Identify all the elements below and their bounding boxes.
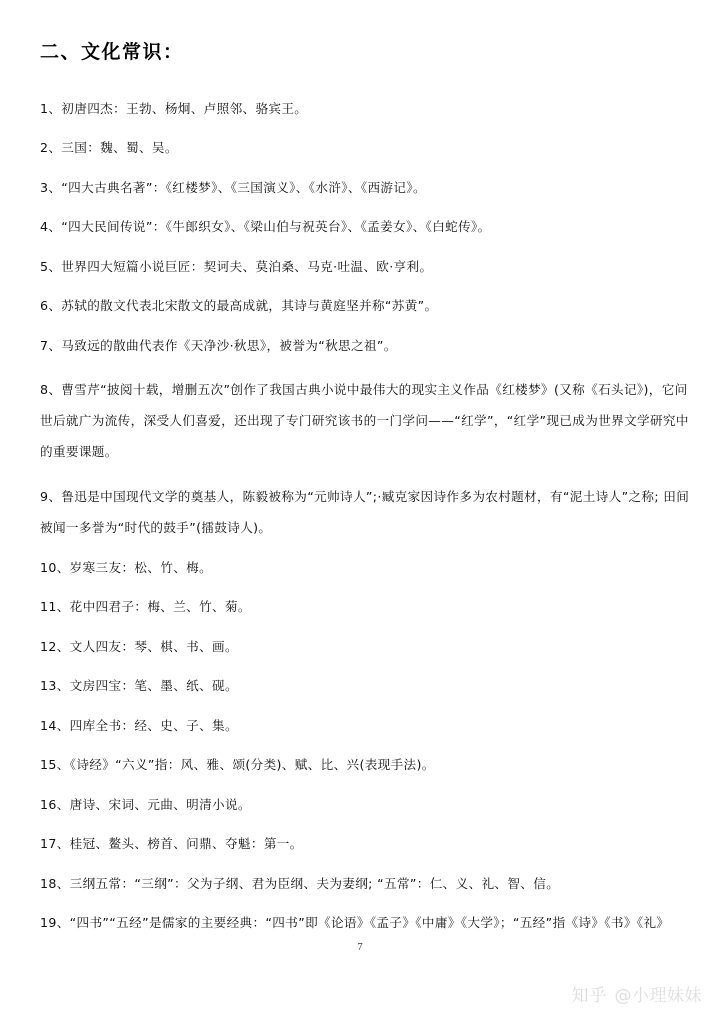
- page-title: 二、文化常识：: [40, 41, 184, 63]
- knowledge-item: 13、文房四宝：笔、墨、纸、砚。: [40, 678, 238, 694]
- knowledge-item: 10、岁寒三友：松、竹、梅。: [40, 559, 213, 575]
- knowledge-item: 12、文人四友：琴、棋、书、画。: [40, 638, 238, 654]
- knowledge-item: 17、桂冠、鳌头、榜首、问鼎、夺魁：第一。: [40, 836, 303, 852]
- knowledge-item: 6、苏轼的散文代表北宋散文的最高成就，其诗与黄庭坚并称“苏黄”。: [40, 298, 438, 314]
- knowledge-item: 19、“四书”“五经”是儒家的主要经典：“四书”即《论语》《孟子》《中庸》《大学》；“五经”指《诗》《书》《礼》: [40, 915, 670, 931]
- knowledge-item: 2、三国：魏、蜀、吴。: [40, 140, 178, 156]
- knowledge-item: 1、初唐四杰：王勃、杨炯、卢照邻、骆宾王。: [40, 100, 308, 116]
- knowledge-item: 3、“四大古典名著”：《红楼梦》、《三国演义》、《水浒》、《西游记》。: [40, 179, 426, 195]
- page-number: 7: [357, 942, 363, 953]
- knowledge-item: 9、鲁迅是中国现代文学的奠基人，陈毅被称为“元帅诗人”;·臧克家因诗作多为农村题材，有“泥土诗人”之称; 田间被闻一多誉为“时代的鼓手”(擂鼓诗人)。: [40, 488, 690, 535]
- document-content: [40, 40, 692, 933]
- knowledge-item: 4、“四大民间传说”：《牛郎织女》、《梁山伯与祝英台》、《孟姜女》、《白蛇传》。: [40, 219, 491, 235]
- watermark-handle: @小理妹妹: [614, 986, 702, 1006]
- knowledge-item: 15、《诗经》“六义”指：风、雅、颂(分类)、赋、比、兴(表现手法)。: [40, 757, 435, 773]
- knowledge-item: 7、马致远的散曲代表作《天净沙·秋思》，被誉为“秋思之祖”。: [40, 337, 397, 353]
- knowledge-item: 18、三纲五常：“三纲”：父为子纲、君为臣纲、夫为妻纲; “五常”：仁、义、礼、智、信。: [40, 875, 560, 891]
- knowledge-item: 11、花中四君子：梅、兰、竹、菊。: [40, 599, 251, 615]
- knowledge-item-list: [40, 99, 692, 933]
- knowledge-item: 8、曹雪芹“披阅十载，增删五次”创作了我国古典小说中最伟大的现实主义作品《红楼梦》(又称《石头记》)，它问世后就广为流传，深受人们喜爱，还出现了专门研究该书的一门学问——“红学”，“红学”现已成为世界文学研究中的重要课题。: [40, 382, 689, 459]
- knowledge-item: 5、世界四大短篇小说巨匠：契诃夫、莫泊桑、马克·吐温、欧·亨利。: [40, 258, 433, 274]
- knowledge-item: 14、四库全书：经、史、子、集。: [40, 717, 238, 733]
- knowledge-item: 16、唐诗、宋词、元曲、明清小说。: [40, 796, 251, 812]
- zhihu-logo: 知乎: [571, 986, 608, 1006]
- watermark: [572, 981, 703, 1006]
